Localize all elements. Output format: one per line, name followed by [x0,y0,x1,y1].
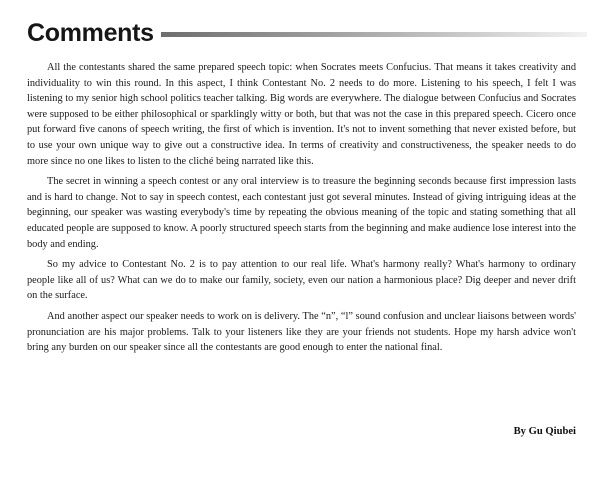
heading-gradient-rule [161,32,587,37]
section-heading: Comments [27,18,154,47]
article-paragraph-1: All the contestants shared the same prepared speech topic: when Socrates meets Confucius. That means it takes creativity and individuality to win this round. In this aspect, I think Contestant No. 2 needs to do more. Listening to his speech, I felt I was listening to my senior high school politics teacher talking. Big words are everywhere. The dialogue between Confucius and Socrates were supposed to be either philosophical or sparklingly witty or both, but that was not the case in this prepared speech. Cicero once put forward five canons of speech writing, the first of which is invention. It's not to invent something that never existed before, but to use your own unique way to give out a constructive idea. In terms of creativity and constructiveness, the speaker needs to do more since no one likes to listen to the cliché being narrated like this. [27,62,576,167]
article-paragraph-3: So my advice to Contestant No. 2 is to pay attention to our real life. What's harmony really? What's harmony to ordinary people like all of us? What can we do to make our family, society, even our nation a harmonious place? Dig deeper and never drift on the surface. [27,259,576,302]
section-header [27,16,587,50]
article-paragraph-4: And another aspect our speaker needs to work on is delivery. The “n”, “l” sound confusion and unclear liaisons between words' pronunciation are his major problems. Talk to your listeners like they are your friends not students. Hope my harsh advice won't bring any burden on our speaker since all the contestants are good enough to enter the national final. [27,310,576,354]
article-paragraph-2: The secret in winning a speech contest or any oral interview is to treasure the beginning seconds because first impression lasts and is hard to change. Not to say in speech contest, each contestant just got several minutes. Instead of giving intriguing ideas at the beginning, our speaker was wasting everybody's time by repeating the obvious meaning of the topic and stating something that all educated people are supposed to know. A poorly structured speech starts from the beginning and make audience lose interest into the body and ending. [27,176,576,250]
author-byline: By Gu Qiubei [513,426,576,437]
comment-article [27,60,576,361]
